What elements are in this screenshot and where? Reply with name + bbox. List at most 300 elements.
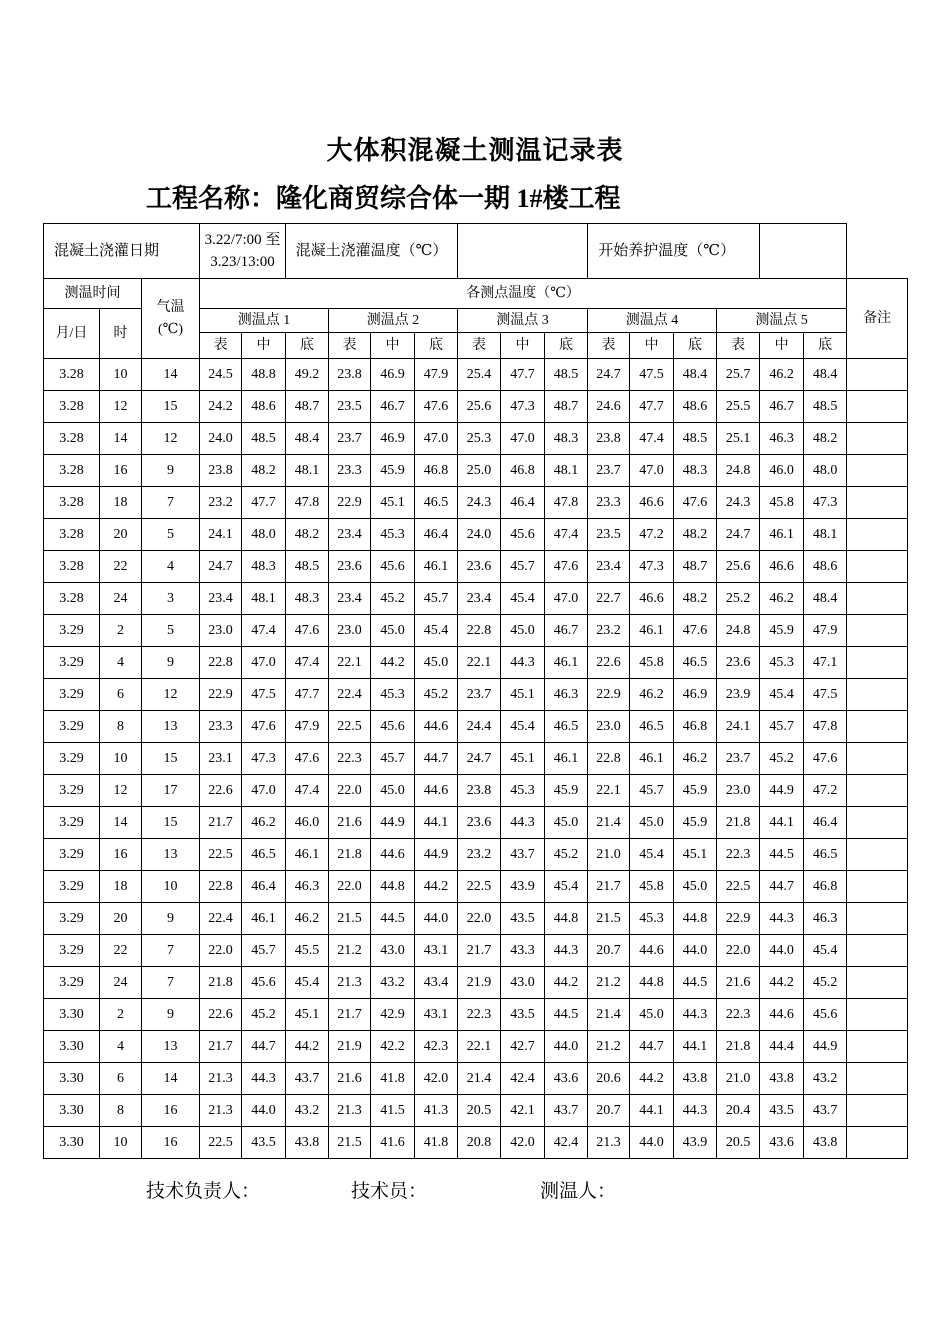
cell-point-temp: 44.3 [501, 807, 545, 839]
cell-point-temp: 45.1 [371, 487, 415, 519]
cell-point-temp: 20.5 [717, 1127, 760, 1159]
cell-remark[interactable] [847, 359, 908, 391]
cell-point-temp: 46.3 [760, 423, 804, 455]
cell-point-temp: 43.8 [760, 1063, 804, 1095]
cell-point-temp: 46.7 [545, 615, 588, 647]
document-title: 大体积混凝土测温记录表 [326, 136, 624, 165]
header-time: 测温时间 [44, 279, 142, 309]
cell-hour: 6 [100, 679, 142, 711]
table-row [44, 391, 908, 423]
pour-temp-label: 混凝土浇灌温度（℃） [286, 224, 458, 279]
cell-point-temp: 24.8 [717, 615, 760, 647]
cell-point-temp: 44.9 [760, 775, 804, 807]
cell-point-temp: 46.5 [545, 711, 588, 743]
cell-point-temp: 22.7 [588, 583, 630, 615]
cell-point-temp: 43.1 [415, 935, 458, 967]
cell-point-temp: 47.9 [804, 615, 847, 647]
cell-point-temp: 48.5 [804, 391, 847, 423]
cell-point-temp: 22.4 [200, 903, 242, 935]
cell-point-temp: 44.3 [242, 1063, 286, 1095]
cell-remark[interactable] [847, 871, 908, 903]
cell-remark[interactable] [847, 391, 908, 423]
cell-point-temp: 22.1 [458, 647, 501, 679]
cell-point-temp: 48.5 [242, 423, 286, 455]
cell-air-temp: 3 [142, 583, 200, 615]
cell-point-temp: 22.6 [200, 775, 242, 807]
header-hour: 时 [100, 309, 142, 359]
signature-footer [0, 1176, 950, 1200]
cell-hour: 16 [100, 839, 142, 871]
cell-point-temp: 46.1 [760, 519, 804, 551]
cell-date: 3.29 [44, 615, 100, 647]
cell-point-temp: 25.3 [458, 423, 501, 455]
curing-temp-value[interactable] [760, 224, 847, 279]
cell-point-temp: 44.6 [415, 775, 458, 807]
header-point-1-bottom: 底 [286, 333, 329, 359]
cell-date: 3.30 [44, 1063, 100, 1095]
cell-remark[interactable] [847, 679, 908, 711]
cell-point-temp: 22.0 [458, 903, 501, 935]
cell-point-temp: 22.0 [717, 935, 760, 967]
cell-point-temp: 45.3 [760, 647, 804, 679]
cell-date: 3.28 [44, 487, 100, 519]
cell-remark[interactable] [847, 615, 908, 647]
cell-date: 3.29 [44, 679, 100, 711]
cell-point-temp: 23.4 [329, 583, 371, 615]
header-point-3: 测温点 3 [458, 309, 588, 333]
cell-point-temp: 44.2 [286, 1031, 329, 1063]
cell-point-temp: 43.9 [674, 1127, 717, 1159]
cell-point-temp: 48.1 [545, 455, 588, 487]
cell-point-temp: 44.4 [760, 1031, 804, 1063]
cell-point-temp: 45.4 [501, 583, 545, 615]
cell-point-temp: 42.4 [501, 1063, 545, 1095]
technician-label: 技术员： [351, 1181, 428, 1202]
cell-point-temp: 20.8 [458, 1127, 501, 1159]
cell-point-temp: 24.8 [717, 455, 760, 487]
cell-point-temp: 43.7 [804, 1095, 847, 1127]
cell-point-temp: 45.6 [371, 551, 415, 583]
header-point-2: 测温点 2 [329, 309, 458, 333]
cell-remark[interactable] [847, 935, 908, 967]
cell-point-temp: 47.6 [804, 743, 847, 775]
cell-point-temp: 45.6 [804, 999, 847, 1031]
cell-point-temp: 44.9 [371, 807, 415, 839]
cell-point-temp: 21.7 [329, 999, 371, 1031]
cell-point-temp: 23.5 [588, 519, 630, 551]
cell-point-temp: 24.1 [200, 519, 242, 551]
curing-temp-label: 开始养护温度（℃） [588, 224, 760, 279]
cell-point-temp: 44.0 [415, 903, 458, 935]
cell-remark[interactable] [847, 711, 908, 743]
cell-remark[interactable] [847, 487, 908, 519]
cell-remark[interactable] [847, 423, 908, 455]
table-row [44, 423, 908, 455]
cell-remark[interactable] [847, 999, 908, 1031]
cell-point-temp: 47.9 [286, 711, 329, 743]
cell-point-temp: 43.3 [501, 935, 545, 967]
cell-point-temp: 46.8 [804, 871, 847, 903]
cell-point-temp: 24.0 [200, 423, 242, 455]
cell-remark[interactable] [847, 519, 908, 551]
cell-point-temp: 45.3 [371, 679, 415, 711]
cell-point-temp: 45.3 [630, 903, 674, 935]
cell-point-temp: 43.8 [804, 1127, 847, 1159]
cell-point-temp: 22.9 [200, 679, 242, 711]
cell-point-temp: 20.7 [588, 935, 630, 967]
cell-point-temp: 44.5 [545, 999, 588, 1031]
cell-point-temp: 46.1 [286, 839, 329, 871]
cell-point-temp: 45.1 [286, 999, 329, 1031]
cell-point-temp: 42.0 [501, 1127, 545, 1159]
cell-point-temp: 46.9 [371, 359, 415, 391]
cell-point-temp: 22.6 [588, 647, 630, 679]
cell-point-temp: 47.5 [242, 679, 286, 711]
cell-point-temp: 44.3 [674, 1095, 717, 1127]
header-point-5-bottom: 底 [804, 333, 847, 359]
cell-date: 3.30 [44, 999, 100, 1031]
cell-hour: 24 [100, 967, 142, 999]
cell-point-temp: 46.1 [630, 615, 674, 647]
header-air-temp-label: 气温 [156, 299, 185, 315]
cell-point-temp: 48.2 [804, 423, 847, 455]
cell-point-temp: 21.2 [588, 1031, 630, 1063]
cell-point-temp: 44.6 [371, 839, 415, 871]
cell-point-temp: 44.6 [415, 711, 458, 743]
cell-date: 3.30 [44, 1127, 100, 1159]
cell-point-temp: 47.6 [674, 615, 717, 647]
cell-remark[interactable] [847, 1127, 908, 1159]
cell-point-temp: 45.4 [545, 871, 588, 903]
cell-point-temp: 21.8 [200, 967, 242, 999]
cell-point-temp: 21.0 [588, 839, 630, 871]
table-row [44, 743, 908, 775]
cell-point-temp: 43.7 [545, 1095, 588, 1127]
header-point-3-surface: 表 [458, 333, 501, 359]
cell-point-temp: 47.0 [415, 423, 458, 455]
cell-remark[interactable] [847, 903, 908, 935]
cell-point-temp: 47.6 [674, 487, 717, 519]
cell-point-temp: 47.6 [242, 711, 286, 743]
cell-point-temp: 48.8 [242, 359, 286, 391]
cell-point-temp: 44.5 [760, 839, 804, 871]
cell-date: 3.29 [44, 743, 100, 775]
cell-point-temp: 45.7 [630, 775, 674, 807]
cell-point-temp: 23.8 [458, 775, 501, 807]
cell-date: 3.28 [44, 519, 100, 551]
table-row [44, 711, 908, 743]
cell-point-temp: 44.9 [804, 1031, 847, 1063]
cell-point-temp: 24.5 [200, 359, 242, 391]
cell-point-temp: 48.6 [674, 391, 717, 423]
cell-point-temp: 46.8 [674, 711, 717, 743]
cell-air-temp: 14 [142, 359, 200, 391]
cell-point-temp: 46.9 [371, 423, 415, 455]
cell-point-temp: 45.7 [415, 583, 458, 615]
header-point-2-surface: 表 [329, 333, 371, 359]
table-row [44, 871, 908, 903]
cell-point-temp: 45.8 [630, 647, 674, 679]
cell-air-temp: 7 [142, 967, 200, 999]
cell-hour: 14 [100, 423, 142, 455]
cell-remark[interactable] [847, 839, 908, 871]
cell-point-temp: 46.2 [674, 743, 717, 775]
cell-point-temp: 47.0 [242, 775, 286, 807]
cell-point-temp: 44.2 [371, 647, 415, 679]
cell-remark[interactable] [847, 1063, 908, 1095]
header-point-4: 测温点 4 [588, 309, 717, 333]
cell-point-temp: 21.7 [588, 871, 630, 903]
cell-air-temp: 12 [142, 423, 200, 455]
cell-point-temp: 42.0 [415, 1063, 458, 1095]
cell-point-temp: 23.9 [717, 679, 760, 711]
cell-date: 3.29 [44, 775, 100, 807]
cell-point-temp: 23.0 [329, 615, 371, 647]
cell-point-temp: 45.6 [501, 519, 545, 551]
cell-hour: 4 [100, 1031, 142, 1063]
cell-date: 3.28 [44, 423, 100, 455]
cell-point-temp: 22.1 [458, 1031, 501, 1063]
cell-point-temp: 22.1 [329, 647, 371, 679]
cell-point-temp: 22.0 [329, 871, 371, 903]
cell-point-temp: 46.5 [804, 839, 847, 871]
cell-hour: 12 [100, 391, 142, 423]
cell-point-temp: 23.5 [329, 391, 371, 423]
header-air-temp-unit: (℃) [158, 321, 183, 337]
table-row [44, 551, 908, 583]
cell-point-temp: 23.8 [588, 423, 630, 455]
cell-point-temp: 45.4 [630, 839, 674, 871]
cell-point-temp: 46.0 [286, 807, 329, 839]
cell-point-temp: 23.3 [588, 487, 630, 519]
cell-air-temp: 9 [142, 647, 200, 679]
cell-point-temp: 23.7 [458, 679, 501, 711]
measurer-label: 测温人： [540, 1181, 617, 1202]
header-point-5-middle: 中 [760, 333, 804, 359]
cell-point-temp: 43.1 [415, 999, 458, 1031]
cell-point-temp: 48.1 [242, 583, 286, 615]
cell-hour: 10 [100, 359, 142, 391]
cell-point-temp: 23.2 [588, 615, 630, 647]
cell-point-temp: 48.7 [545, 391, 588, 423]
cell-date: 3.29 [44, 839, 100, 871]
cell-point-temp: 21.5 [329, 903, 371, 935]
cell-point-temp: 46.3 [545, 679, 588, 711]
cell-date: 3.29 [44, 807, 100, 839]
cell-point-temp: 22.9 [588, 679, 630, 711]
cell-point-temp: 43.8 [286, 1127, 329, 1159]
cell-remark[interactable] [847, 551, 908, 583]
cell-point-temp: 48.5 [286, 551, 329, 583]
cell-remark[interactable] [847, 807, 908, 839]
cell-point-temp: 44.7 [242, 1031, 286, 1063]
cell-point-temp: 47.3 [804, 487, 847, 519]
header-point-1-middle: 中 [242, 333, 286, 359]
cell-point-temp: 46.3 [286, 871, 329, 903]
cell-point-temp: 46.2 [242, 807, 286, 839]
cell-point-temp: 48.1 [286, 455, 329, 487]
cell-hour: 10 [100, 743, 142, 775]
cell-point-temp: 41.6 [371, 1127, 415, 1159]
cell-point-temp: 48.2 [674, 519, 717, 551]
cell-hour: 6 [100, 1063, 142, 1095]
cell-point-temp: 43.7 [501, 839, 545, 871]
cell-point-temp: 44.1 [630, 1095, 674, 1127]
cell-hour: 20 [100, 903, 142, 935]
cell-point-temp: 45.0 [630, 807, 674, 839]
cell-point-temp: 44.8 [630, 967, 674, 999]
cell-point-temp: 47.0 [501, 423, 545, 455]
cell-air-temp: 5 [142, 519, 200, 551]
cell-point-temp: 21.7 [458, 935, 501, 967]
cell-point-temp: 22.0 [200, 935, 242, 967]
table-row [44, 519, 908, 551]
cell-point-temp: 45.0 [630, 999, 674, 1031]
cell-date: 3.30 [44, 1095, 100, 1127]
cell-point-temp: 45.9 [545, 775, 588, 807]
cell-remark[interactable] [847, 583, 908, 615]
cell-remark[interactable] [847, 1031, 908, 1063]
cell-point-temp: 47.0 [242, 647, 286, 679]
cell-air-temp: 7 [142, 487, 200, 519]
cell-point-temp: 23.4 [588, 551, 630, 583]
cell-point-temp: 47.3 [242, 743, 286, 775]
cell-point-temp: 44.3 [760, 903, 804, 935]
cell-point-temp: 43.0 [501, 967, 545, 999]
cell-point-temp: 44.0 [760, 935, 804, 967]
cell-point-temp: 42.4 [545, 1127, 588, 1159]
cell-date: 3.29 [44, 711, 100, 743]
header-remark: 备注 [847, 279, 908, 359]
cell-point-temp: 21.9 [329, 1031, 371, 1063]
cell-point-temp: 25.0 [458, 455, 501, 487]
cell-remark[interactable] [847, 1095, 908, 1127]
cell-remark[interactable] [847, 743, 908, 775]
cell-point-temp: 44.3 [545, 935, 588, 967]
cell-point-temp: 21.8 [717, 1031, 760, 1063]
table-row [44, 1127, 908, 1159]
cell-point-temp: 44.0 [630, 1127, 674, 1159]
cell-point-temp: 45.2 [760, 743, 804, 775]
cell-point-temp: 43.5 [242, 1127, 286, 1159]
cell-point-temp: 46.8 [501, 455, 545, 487]
cell-point-temp: 44.2 [545, 967, 588, 999]
cell-point-temp: 21.6 [329, 807, 371, 839]
cell-point-temp: 45.2 [415, 679, 458, 711]
cell-point-temp: 44.5 [371, 903, 415, 935]
cell-air-temp: 7 [142, 935, 200, 967]
cell-hour: 2 [100, 615, 142, 647]
cell-hour: 18 [100, 487, 142, 519]
cell-point-temp: 21.9 [458, 967, 501, 999]
cell-point-temp: 45.8 [760, 487, 804, 519]
cell-air-temp: 15 [142, 743, 200, 775]
cell-point-temp: 47.7 [286, 679, 329, 711]
cell-point-temp: 48.5 [545, 359, 588, 391]
cell-date: 3.29 [44, 871, 100, 903]
cell-point-temp: 45.7 [242, 935, 286, 967]
cell-point-temp: 46.0 [760, 455, 804, 487]
cell-point-temp: 24.3 [458, 487, 501, 519]
cell-point-temp: 46.4 [415, 519, 458, 551]
cell-point-temp: 23.0 [588, 711, 630, 743]
header-point-2-bottom: 底 [415, 333, 458, 359]
cell-point-temp: 48.6 [242, 391, 286, 423]
cell-point-temp: 21.7 [200, 1031, 242, 1063]
cell-point-temp: 47.4 [242, 615, 286, 647]
cell-point-temp: 48.2 [674, 583, 717, 615]
table-row [44, 455, 908, 487]
cell-point-temp: 43.7 [286, 1063, 329, 1095]
cell-date: 3.28 [44, 583, 100, 615]
cell-air-temp: 15 [142, 807, 200, 839]
cell-point-temp: 20.5 [458, 1095, 501, 1127]
cell-point-temp: 44.8 [371, 871, 415, 903]
cell-remark[interactable] [847, 775, 908, 807]
cell-hour: 16 [100, 455, 142, 487]
cell-point-temp: 23.7 [329, 423, 371, 455]
cell-point-temp: 45.2 [371, 583, 415, 615]
cell-point-temp: 44.6 [630, 935, 674, 967]
cell-remark[interactable] [847, 647, 908, 679]
cell-point-temp: 21.5 [329, 1127, 371, 1159]
cell-point-temp: 45.2 [804, 967, 847, 999]
cell-air-temp: 12 [142, 679, 200, 711]
cell-point-temp: 21.6 [717, 967, 760, 999]
cell-point-temp: 45.5 [286, 935, 329, 967]
cell-point-temp: 24.7 [458, 743, 501, 775]
cell-point-temp: 41.5 [371, 1095, 415, 1127]
cell-point-temp: 25.6 [717, 551, 760, 583]
cell-point-temp: 45.1 [501, 743, 545, 775]
cell-point-temp: 43.8 [674, 1063, 717, 1095]
cell-point-temp: 45.9 [760, 615, 804, 647]
cell-point-temp: 23.3 [200, 711, 242, 743]
cell-point-temp: 22.6 [200, 999, 242, 1031]
cell-point-temp: 22.8 [200, 647, 242, 679]
cell-point-temp: 44.6 [760, 999, 804, 1031]
cell-point-temp: 46.5 [415, 487, 458, 519]
cell-point-temp: 22.8 [458, 615, 501, 647]
cell-point-temp: 23.4 [458, 583, 501, 615]
cell-hour: 22 [100, 935, 142, 967]
cell-point-temp: 45.6 [371, 711, 415, 743]
cell-point-temp: 45.9 [371, 455, 415, 487]
cell-point-temp: 23.1 [200, 743, 242, 775]
cell-point-temp: 47.5 [804, 679, 847, 711]
cell-air-temp: 14 [142, 1063, 200, 1095]
cell-point-temp: 46.5 [630, 711, 674, 743]
cell-point-temp: 46.9 [674, 679, 717, 711]
cell-remark[interactable] [847, 455, 908, 487]
cell-point-temp: 43.6 [760, 1127, 804, 1159]
pour-temp-value[interactable] [458, 224, 588, 279]
cell-point-temp: 47.8 [804, 711, 847, 743]
table-row [44, 903, 908, 935]
cell-remark[interactable] [847, 967, 908, 999]
cell-point-temp: 24.4 [458, 711, 501, 743]
cell-date: 3.28 [44, 391, 100, 423]
cell-point-temp: 45.9 [674, 775, 717, 807]
cell-point-temp: 44.2 [415, 871, 458, 903]
cell-point-temp: 23.0 [200, 615, 242, 647]
table-row [44, 1063, 908, 1095]
cell-hour: 18 [100, 871, 142, 903]
cell-point-temp: 22.0 [329, 775, 371, 807]
cell-hour: 4 [100, 647, 142, 679]
cell-point-temp: 44.1 [760, 807, 804, 839]
cell-point-temp: 47.8 [286, 487, 329, 519]
